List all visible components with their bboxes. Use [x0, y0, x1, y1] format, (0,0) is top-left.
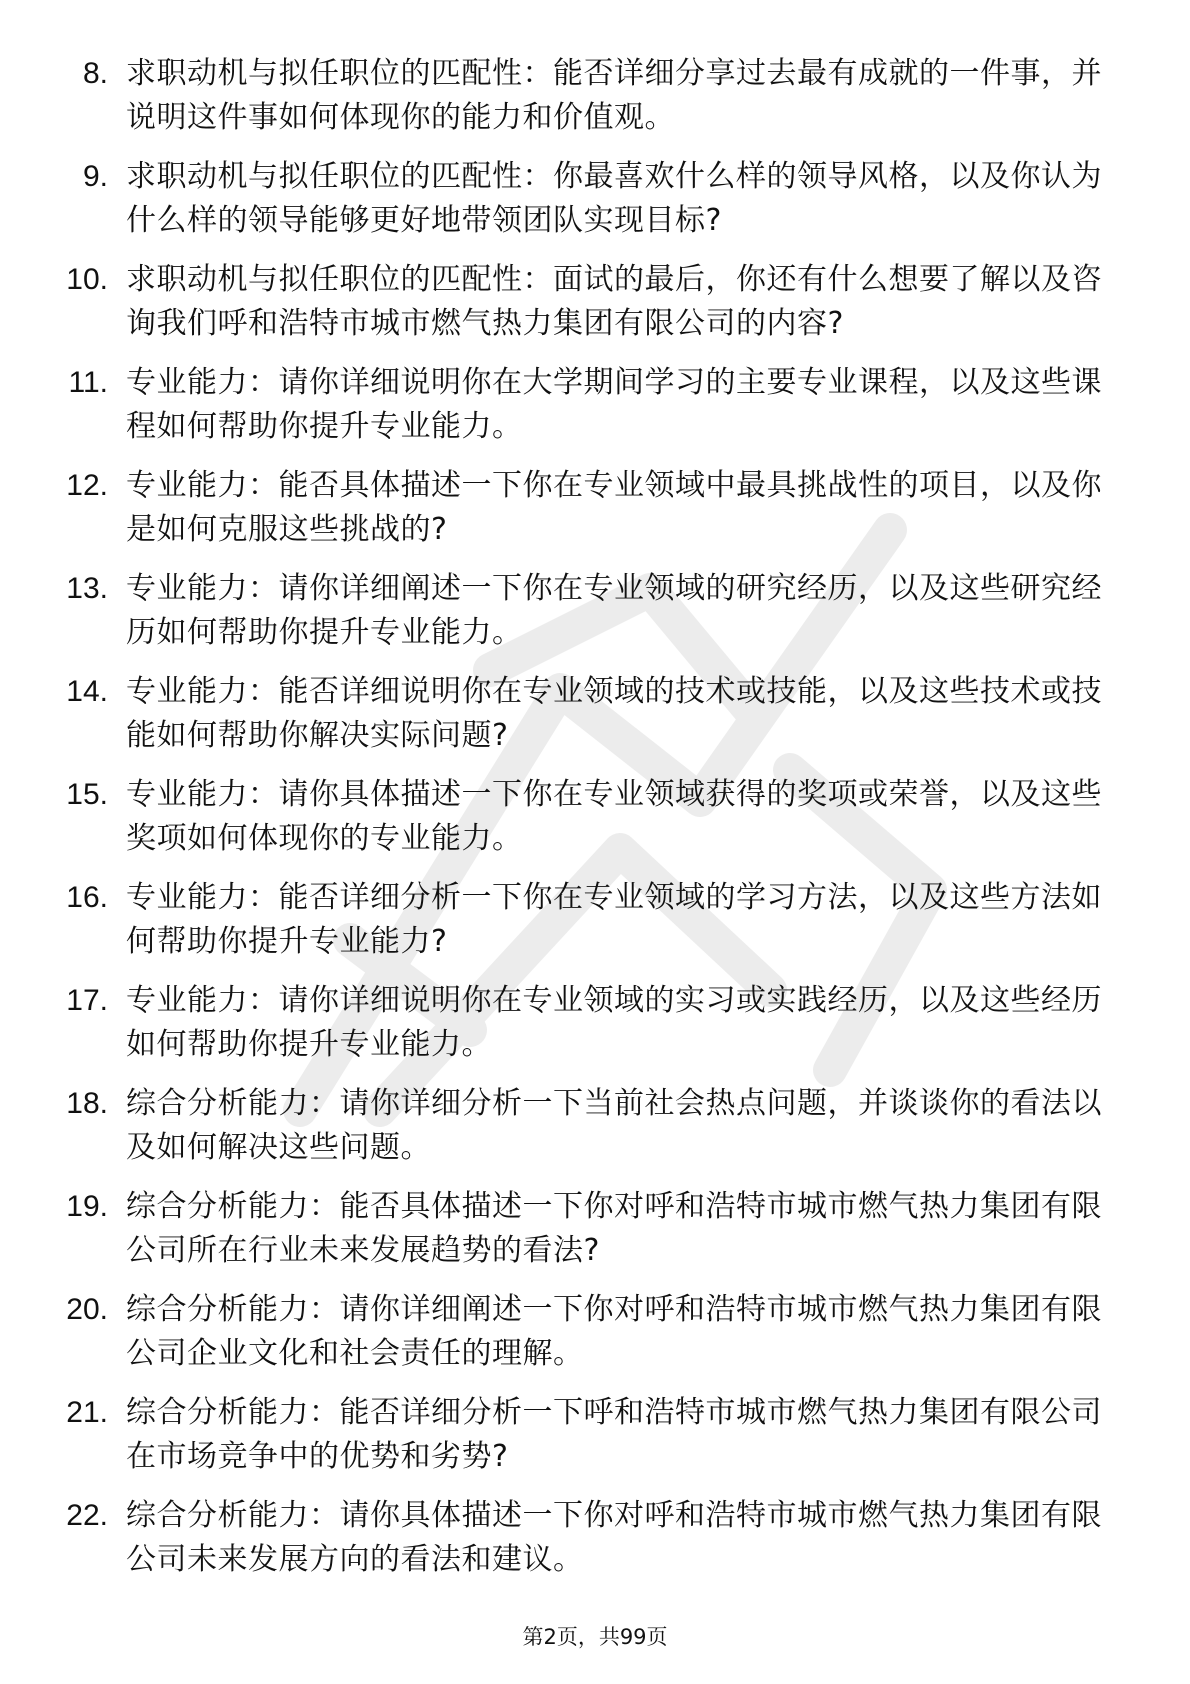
question-text: 求职动机与拟任职位的匹配性：能否详细分享过去最有成就的一件事，并说明这件事如何体现你的能力和价值观。 [126, 56, 1102, 135]
question-number: 11. [68, 366, 108, 399]
question-text: 专业能力：能否详细分析一下你在专业领域的学习方法，以及这些方法如何帮助你提升专业能力? [126, 880, 1102, 959]
question-item [0, 258, 1190, 361]
question-number: 18. [66, 1087, 108, 1120]
question-text: 综合分析能力：请你具体描述一下你对呼和浩特市城市燃气热力集团有限公司未来发展方向的看法和建议。 [126, 1498, 1102, 1577]
question-number: 9. [82, 160, 108, 193]
question-text: 综合分析能力：请你详细分析一下当前社会热点问题，并谈谈你的看法以及如何解决这些问题。 [126, 1086, 1102, 1165]
question-number: 8. [82, 57, 108, 90]
question-list [0, 52, 1190, 1597]
question-item [0, 567, 1190, 670]
question-text: 专业能力：请你详细阐述一下你在专业领域的研究经历，以及这些研究经历如何帮助你提升专业能力。 [126, 571, 1102, 650]
question-number: 14. [66, 675, 108, 708]
question-number: 20. [66, 1293, 108, 1326]
question-number: 15. [66, 778, 108, 811]
question-item [0, 1494, 1190, 1597]
question-item [0, 979, 1190, 1082]
question-number: 22. [66, 1499, 108, 1532]
question-text: 综合分析能力：请你详细阐述一下你对呼和浩特市城市燃气热力集团有限公司企业文化和社会责任的理解。 [126, 1292, 1102, 1371]
question-item [0, 52, 1190, 155]
question-number: 12. [66, 469, 108, 502]
question-text: 专业能力：能否详细说明你在专业领域的技术或技能，以及这些技术或技能如何帮助你解决实际问题? [126, 674, 1102, 753]
question-item [0, 1391, 1190, 1494]
question-text: 专业能力：请你详细说明你在专业领域的实习或实践经历，以及这些经历如何帮助你提升专业能力。 [126, 983, 1102, 1062]
question-text: 求职动机与拟任职位的匹配性：面试的最后，你还有什么想要了解以及咨询我们呼和浩特市城市燃气热力集团有限公司的内容? [126, 262, 1102, 341]
question-number: 10. [66, 263, 108, 296]
page-number-footer: 第2页，共99页 [522, 1625, 668, 1649]
question-number: 21. [66, 1396, 108, 1429]
question-item [0, 464, 1190, 567]
question-number: 19. [66, 1190, 108, 1223]
question-item [0, 155, 1190, 258]
question-number: 13. [66, 572, 108, 605]
question-item [0, 361, 1190, 464]
question-number: 16. [66, 881, 108, 914]
question-text: 专业能力：请你具体描述一下你在专业领域获得的奖项或荣誉，以及这些奖项如何体现你的专业能力。 [126, 777, 1102, 856]
question-number: 17. [66, 984, 108, 1017]
question-text: 求职动机与拟任职位的匹配性：你最喜欢什么样的领导风格，以及你认为什么样的领导能够更好地带领团队实现目标? [126, 159, 1102, 238]
question-item [0, 876, 1190, 979]
question-item [0, 670, 1190, 773]
question-text: 专业能力：请你详细说明你在大学期间学习的主要专业课程，以及这些课程如何帮助你提升专业能力。 [126, 365, 1102, 444]
question-item [0, 1288, 1190, 1391]
question-item [0, 773, 1190, 876]
question-text: 综合分析能力：能否详细分析一下呼和浩特市城市燃气热力集团有限公司在市场竞争中的优势和劣势? [126, 1395, 1102, 1474]
question-item [0, 1185, 1190, 1288]
question-text: 综合分析能力：能否具体描述一下你对呼和浩特市城市燃气热力集团有限公司所在行业未来发展趋势的看法? [126, 1189, 1102, 1268]
question-text: 专业能力：能否具体描述一下你在专业领域中最具挑战性的项目，以及你是如何克服这些挑战的? [126, 468, 1102, 547]
question-item [0, 1082, 1190, 1185]
